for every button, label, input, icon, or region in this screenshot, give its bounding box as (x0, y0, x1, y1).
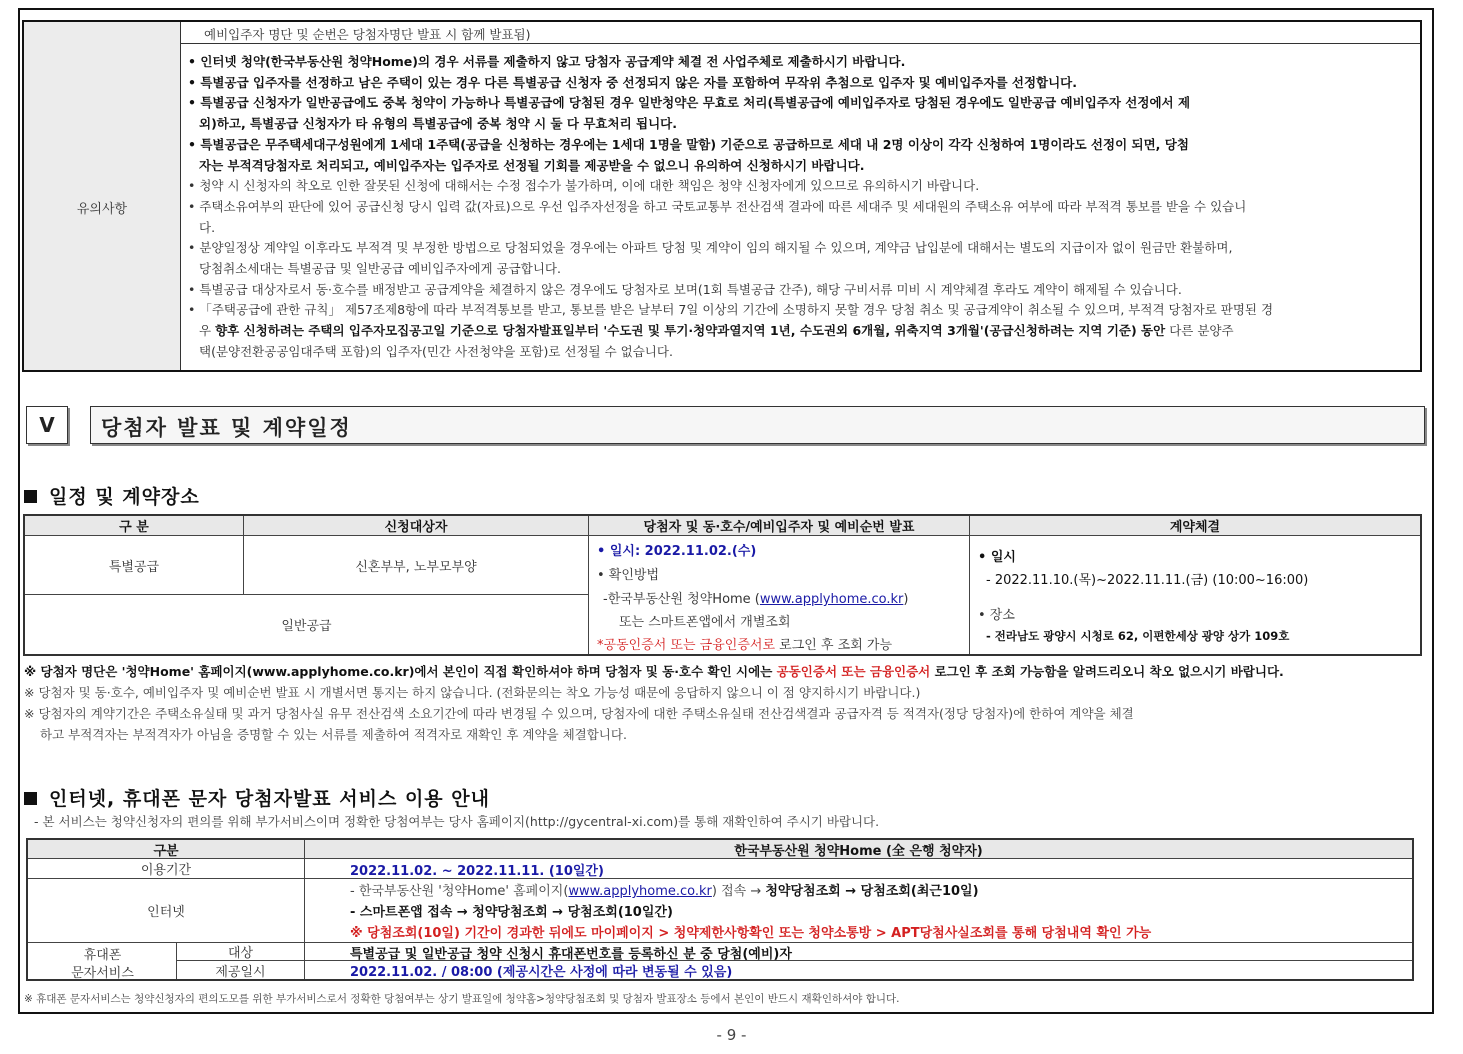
internet-line-1 (350, 880, 979, 899)
internet-l1-post: ) 접속 → (711, 884, 766, 899)
note-line: 자는 부적격당첨자로 처리되고, 예비입주자는 입주자로 선정될 기회를 제공받을 수 없으니 유의하여 신청하시기 바랍니다. (199, 157, 865, 173)
note-line: • 주택소유여부의 판단에 있어 공급신청 당시 입력 값(자료)으로 우선 입주자선정을 하고 국토교통부 전산검색 결과에 따른 세대주 및 세대원의 주택소유 여부에 따라 부적격 통보를 받을 수 있습니 (188, 198, 1247, 214)
note-line: • 특별공급 입주자를 선정하고 남은 주택이 있는 경우 다른 특별공급 신청자 중 선정되지 않은 자를 포함하여 무작위 추첨으로 입주자 및 예비입주자를 선정합니다. (188, 74, 1078, 90)
schedule-special-label: 특별공급 (25, 536, 244, 595)
note-line: • 특별공급은 무주택세대구성원에게 1세대 1주택(공급을 신청하는 경우에는 1세대 1명을 말함) 기준으로 공급하므로 세대 내 2명 이상이 각각 신청하여 1명이라도 선정이 되면, 당첨 (188, 136, 1189, 152)
schedule-note-2: ※ 당첨자 및 동·호수, 예비입주자 및 예비순번 발표 시 개별서면 통지는 하지 않습니다. (전화문의는 착오 가능성 때문에 응답하지 않으니 이 점 양지하시기 바랍니다.) (24, 685, 921, 700)
notes-table (22, 20, 1422, 372)
internet-l1-pre: - 한국부동산원 '청약Home' 홈페이지( (350, 884, 569, 899)
service-period-cell (305, 859, 1412, 879)
sms-target-cell (305, 943, 1412, 961)
notes-lines (188, 52, 1406, 363)
announce-method: • 확인방법 (597, 568, 660, 583)
contract-place-label: • 장소 (978, 608, 1015, 623)
announce-date: • 일시: 2022.11.02.(수) (597, 544, 757, 559)
service-intro: - 본 서비스는 청약신청자의 편의를 위해 부가서비스이며 정확한 당첨여부는 당사 홈페이지(http://gycentral-xi.com)를 통해 재확인하여 주시기 바랍니다. (34, 814, 880, 829)
internet-line-3: ※ 당첨조회(10일) 기간이 경과한 뒤에도 마이페이지 > 청약제한사항확인 또는 청약소통방 > APT당첨사실조회를 통해 당첨내역 확인 가능 (350, 926, 1152, 941)
note-line: • 특별공급 신청자가 일반공급에도 중복 청약이 가능하나 특별공급에 당첨된 경우 일반청약은 무효로 처리(특별공급에 예비입주자로 당첨된 경우에도 일반공급 예비입주자 선정에서 제 (188, 95, 1191, 111)
sms-target: 특별공급 및 일반공급 청약 신청시 휴대폰번호를 등록하신 분 중 당첨(예비)자 (350, 947, 792, 962)
internet-l1-bold: 청약당첨조회 → 당첨조회(최근10일) (765, 884, 979, 899)
note-line: • 「주택공급에 관한 규칙」 제57조제8항에 따라 부적격통보를 받고, 통보를 받은 날부터 7일 이상의 기간에 소명하지 못할 경우 당첨 취소 및 공급계약이 취소될 수 있으며, 부적격 당첨자로 판명된 경 (188, 302, 1274, 318)
sms-target-label: 대상 (177, 943, 305, 961)
schedule-table (23, 514, 1422, 656)
notes-top-line: 예비입주자 명단 및 순번은 당첨자명단 발표 시 함께 발표됨) (204, 27, 531, 42)
note-mixed-pre: 우 (199, 323, 216, 339)
sms-label-1: 휴대폰 (83, 948, 122, 963)
note-line: 다. (199, 219, 216, 235)
sms-time-cell (305, 961, 1412, 979)
announce-phone: 또는 스마트폰앱에서 개별조회 (619, 615, 791, 630)
schedule-note-3a: ※ 당첨자의 계약기간은 주택소유실태 및 과거 당첨사실 유무 전산검색 소요기간에 따라 변경될 수 있으며, 당첨자에 대한 주택소유실태 전산검색결과 공급자격 등 적격자(정당 당첨자)에 한하여 계약을 체결 (24, 706, 1134, 721)
notes-label: 유의사항 (24, 44, 181, 370)
square-bullet-icon (24, 792, 37, 805)
page-number: - 9 - (716, 1026, 747, 1044)
schedule-contract-cell (970, 536, 1420, 654)
service-header-applyhome: 한국부동산원 청약Home (全 은행 청약자) (305, 840, 1412, 859)
schedule-general-label: 일반공급 (25, 595, 589, 654)
applyhome-link[interactable]: www.applyhome.co.kr (759, 592, 904, 607)
announce-site-post: ) (903, 592, 909, 607)
service-heading (24, 784, 490, 811)
schedule-header-category: 구 분 (25, 516, 244, 536)
sms-time: 2022.11.02. / 08:00 (제공시간은 사정에 따라 변동될 수 있음) (350, 965, 733, 980)
internet-line-2: - 스마트폰앱 접속 → 청약당첨조회 → 당첨조회(10일간) (350, 905, 673, 920)
contract-date: - 2022.11.10.(목)~2022.11.11.(금) (10:00~16:00) (986, 573, 1309, 588)
square-bullet-icon (24, 490, 37, 503)
internet-applyhome-link[interactable]: www.applyhome.co.kr (568, 884, 712, 899)
note1-pre: ※ 당첨자 명단은 '청약Home' 홈페이지(www.applyhome.co.kr)에서 본인이 직접 확인하셔야 하며 당첨자 및 동·호수 확인 시에는 (24, 664, 777, 679)
note1-post: 로그인 후 조회 가능함을 알려드리오니 착오 없으시기 바랍니다. (930, 664, 1284, 679)
service-internet-cell (305, 879, 1412, 943)
schedule-header-contract: 계약체결 (970, 516, 1420, 536)
contract-place: - 전라남도 광양시 시청로 62, 이편한세상 광양 상가 109호 (986, 629, 1290, 643)
schedule-note-1 (24, 662, 1284, 680)
footer-note: ※ 휴대폰 문자서비스는 청약신청자의 편의도모를 위한 부가서비스로서 정확한 당첨여부는 상기 발표일에 청약홈>청약당첨조회 및 당첨자 발표장소 등에서 본인이 반드시 재확인하셔야 합니다. (24, 993, 900, 1005)
schedule-special-target: 신혼부부, 노부모부양 (244, 536, 589, 595)
service-period-value: 2022.11.02. ~ 2022.11.11. (10일간) (350, 864, 604, 879)
note-line: 당첨취소세대는 특별공급 및 일반공급 예비입주자에게 공급합니다. (199, 261, 561, 277)
section-title: 당첨자 발표 및 계약일정 (90, 406, 1425, 444)
notes-top-row (24, 22, 1420, 44)
contract-date-label: • 일시 (978, 550, 1016, 565)
service-table (26, 838, 1414, 981)
note-line: 외)하고, 특별공급 신청자가 타 유형의 특별공급에 중복 청약 시 둘 다 무효처리 됩니다. (199, 116, 677, 132)
note-line: • 특별공급 대상자로서 동·호수를 배정받고 공급계약을 체결하지 않은 경우에도 당첨자로 보며(1회 특별공급 간주), 해당 구비서류 미비 시 계약체결 후라도 계약이 해제될 수 있습니다. (188, 281, 1182, 297)
sms-time-label: 제공일시 (177, 961, 305, 979)
note-line: • 청약 시 신청자의 착오로 인한 잘못된 신청에 대해서는 수정 접수가 불가하며, 이에 대한 책임은 청약 신청자에게 있으므로 유의하시기 바랍니다. (188, 178, 980, 194)
notes-top-label-cell (24, 22, 181, 44)
service-header-category: 구분 (28, 840, 305, 859)
service-sms-label (28, 943, 177, 979)
schedule-header-announce: 당첨자 및 동·호수/예비입주자 및 예비순번 발표 (589, 516, 970, 536)
section-number: V (26, 406, 68, 444)
service-heading-text: 인터넷, 휴대폰 문자 당첨자발표 서비스 이용 안내 (49, 788, 490, 810)
schedule-heading (24, 482, 200, 509)
announce-site-pre: -한국부동산원 청약Home ( (603, 592, 760, 607)
service-period-label: 이용기간 (28, 859, 305, 879)
note-mixed-post: 다른 분양주 (1165, 323, 1234, 339)
note-line: • 분양일정상 계약일 이후라도 부적격 및 부정한 방법으로 당첨되었을 경우에는 아파트 당첨 및 계약이 임의 해지될 수 있으며, 계약금 납입분에 대해서는 별도의 지급이자 없이 원금만 환불하며, (188, 240, 1233, 256)
schedule-note-3b: 하고 부적격자는 부적격자가 아님을 증명할 수 있는 서류를 제출하여 적격자로 재확인 후 계약을 체결합니다. (40, 727, 627, 742)
note-line: 택(분양전환공공임대주택 포함)의 입주자(민간 사전청약을 포함)로 선정될 수 없습니다. (199, 343, 673, 359)
service-internet-label: 인터넷 (28, 879, 305, 943)
announce-cert (597, 634, 892, 653)
announce-cert-post: 로그인 후 조회 가능 (775, 638, 893, 653)
announce-site (603, 588, 908, 607)
note-line: • 인터넷 청약(한국부동산원 청약Home)의 경우 서류를 제출하지 않고 당첨자 공급계약 체결 전 사업주체로 제출하시기 바랍니다. (188, 54, 906, 69)
schedule-header-target: 신청대상자 (244, 516, 589, 536)
schedule-heading-text: 일정 및 계약장소 (49, 486, 200, 508)
announce-cert-red: *공동인증서 또는 금융인증서로 (597, 638, 776, 653)
note-mixed-bold: 향후 신청하려는 주택의 입주자모집공고일 기준으로 당첨자발표일부터 '수도권 및 투기·청약과열지역 1년, 수도권외 6개월, 위축지역 3개월'(공급신청하려는 지역 기준) 동안 (215, 323, 1166, 339)
note-line-mixed (188, 321, 1406, 342)
schedule-announce-cell (589, 536, 970, 654)
sms-label-2: 문자서비스 (71, 966, 134, 981)
note1-red: 공동인증서 또는 금융인증서 (776, 664, 931, 679)
